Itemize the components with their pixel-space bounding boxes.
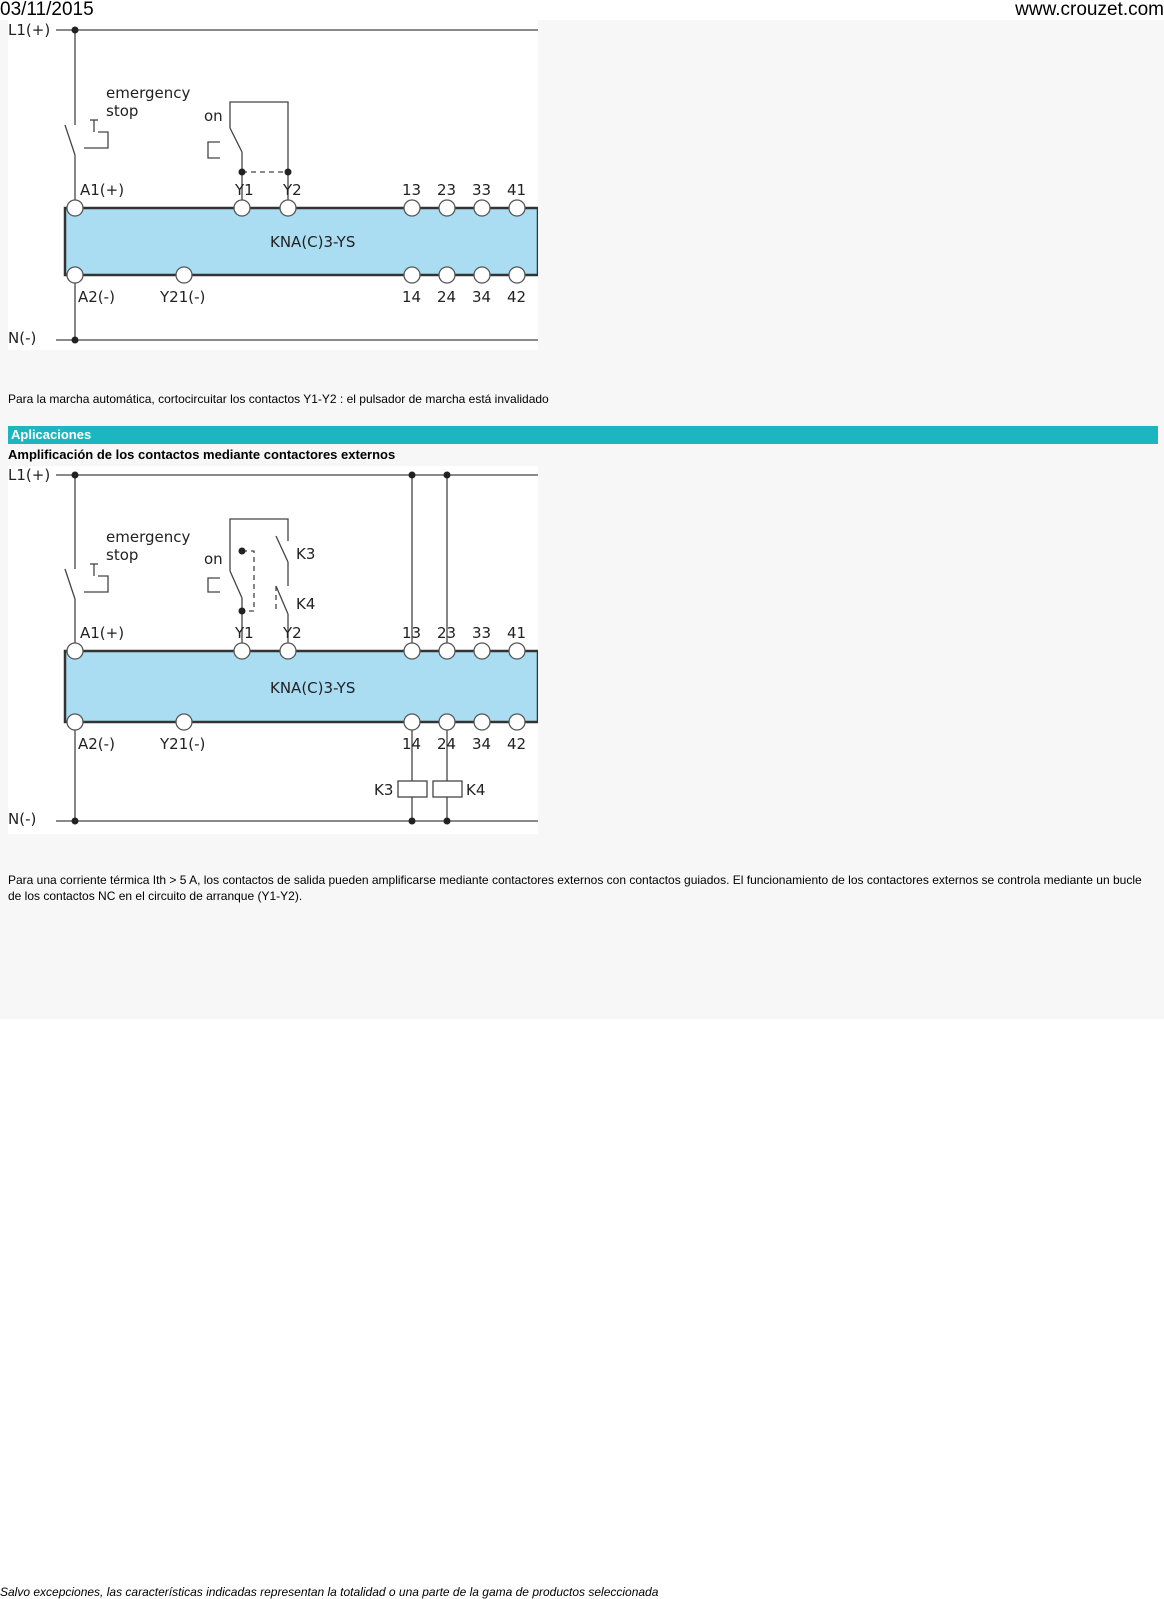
svg-text:Y1: Y1: [235, 181, 254, 199]
svg-text:24: 24: [437, 735, 457, 753]
label-emergency: emergency: [106, 84, 191, 102]
label-k3-coil: K3: [374, 781, 394, 799]
svg-text:KNA(C)3-YS: KNA(C)3-YS: [270, 679, 356, 697]
svg-text:33: 33: [472, 624, 492, 642]
device-label: KNA(C)3-YS: [270, 233, 356, 251]
svg-text:Y2: Y2: [283, 624, 302, 642]
wiring-diagram-external-contactors: [8, 466, 538, 834]
section-title-bar: Aplicaciones: [8, 426, 1158, 444]
svg-text:13: 13: [402, 624, 422, 642]
label-n: N(-): [8, 329, 37, 347]
svg-text:33: 33: [472, 181, 492, 199]
label-on: on: [204, 107, 223, 125]
svg-text:14: 14: [402, 735, 422, 753]
svg-text:Y2: Y2: [283, 181, 302, 199]
footer-disclaimer: Salvo excepciones, las características indicadas representan la totalidad o una parte de la gama de productos seleccionada: [0, 1585, 659, 1599]
svg-text:A2(-): A2(-): [78, 288, 115, 306]
label-k4-contact: K4: [296, 595, 316, 613]
header-date: 03/11/2015: [0, 0, 94, 20]
wiring-diagram-auto-start: [8, 20, 538, 350]
section-subtitle: Amplificación de los contactos mediante contactores externos: [8, 447, 396, 462]
svg-text:stop: stop: [106, 546, 139, 564]
svg-text:41: 41: [507, 181, 527, 199]
label-k4-coil: K4: [466, 781, 486, 799]
svg-text:42: 42: [507, 288, 527, 306]
svg-text:23: 23: [437, 181, 457, 199]
svg-text:23: 23: [437, 624, 457, 642]
svg-text:Y1: Y1: [235, 624, 254, 642]
svg-text:L1(+): L1(+): [8, 466, 51, 484]
svg-text:41: 41: [507, 624, 527, 642]
label-stop: stop: [106, 102, 139, 120]
svg-text:A2(-): A2(-): [78, 735, 115, 753]
svg-text:A1(+): A1(+): [80, 181, 125, 199]
note-external-contactors: Para una corriente térmica Ith > 5 A, los contactos de salida pueden amplificarse mediante contactores externos con contactos guiados. El funcionamiento de los contactores externos se controla mediante un bucle de los contactos NC en el circuito de arranque (Y1-Y2).: [8, 873, 1142, 903]
svg-text:N(-): N(-): [8, 810, 37, 828]
note-auto-start: Para la marcha automática, cortocircuitar los contactos Y1-Y2 : el pulsador de marcha está invalidado: [8, 392, 549, 406]
label-k3-contact: K3: [296, 545, 316, 563]
svg-text:34: 34: [472, 735, 492, 753]
svg-text:34: 34: [472, 288, 492, 306]
svg-text:Y21(-): Y21(-): [160, 735, 206, 753]
svg-text:A1(+): A1(+): [80, 624, 125, 642]
svg-text:on: on: [204, 550, 223, 568]
label-l1: L1(+): [8, 21, 51, 39]
svg-text:13: 13: [402, 181, 422, 199]
svg-text:Y21(-): Y21(-): [160, 288, 206, 306]
svg-text:42: 42: [507, 735, 527, 753]
header-site: www.crouzet.com: [1015, 0, 1164, 20]
svg-text:24: 24: [437, 288, 457, 306]
svg-text:emergency: emergency: [106, 528, 191, 546]
svg-text:14: 14: [402, 288, 422, 306]
